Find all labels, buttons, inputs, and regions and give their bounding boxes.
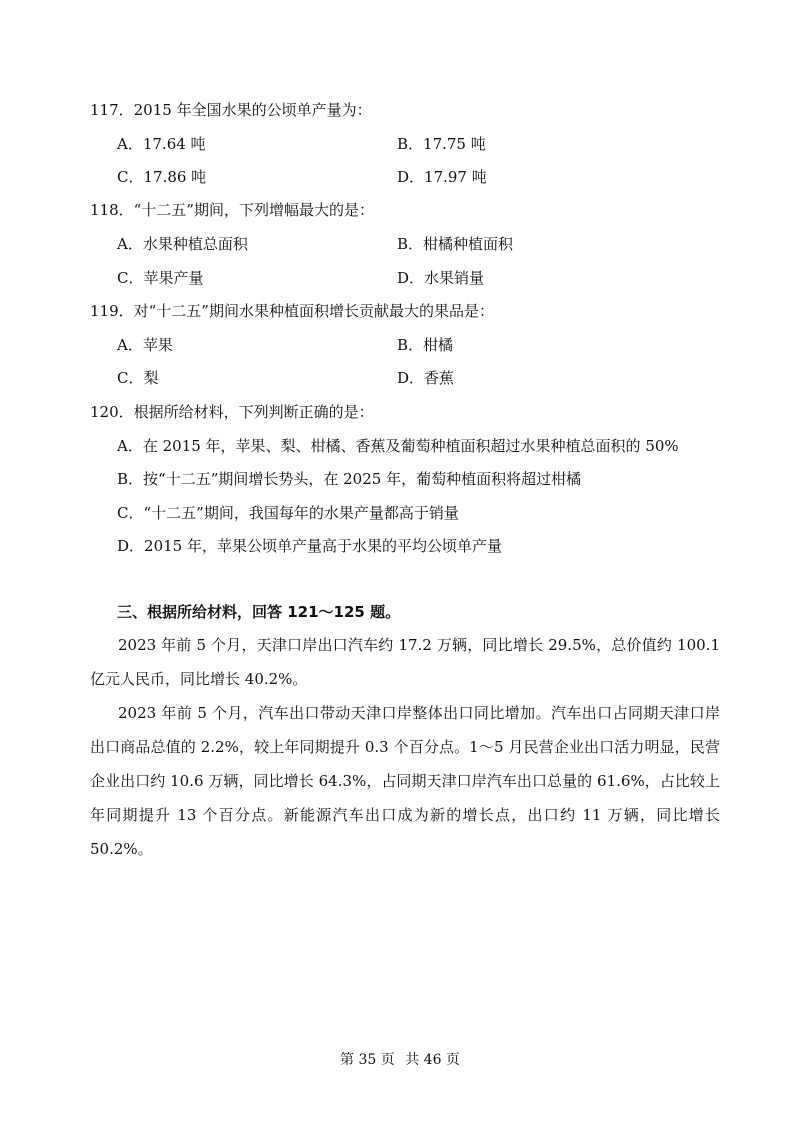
section-paragraph-1: 2023 年前 5 个月，天津口岸出口汽车约 17.2 万辆，同比增长 29.5%，总价值约 100.1 亿元人民币，同比增长 40.2%。 [90, 636, 720, 688]
question-117-stem: 117．2015 年全国水果的公顷单产量为： [90, 101, 372, 119]
total-pages: 共 46 页 [405, 1052, 460, 1068]
question-119-stem: 119．对“十二五”期间水果种植面积增长贡献最大的果品是： [90, 302, 494, 320]
question-119-option-b: B．柑橘 [397, 336, 454, 354]
question-119-option-a: A．苹果 [117, 336, 173, 354]
section-title: 三、根据所给材料，回答 121～125 题。 [117, 603, 401, 621]
question-117-option-c: C．17.86 吨 [117, 168, 207, 186]
question-117-option-b: B．17.75 吨 [397, 135, 486, 153]
question-118-option-d: D．水果销量 [397, 269, 485, 287]
question-120-option-c: C．“十二五”期间，我国每年的水果产量都高于销量 [117, 504, 459, 522]
question-120-option-b: B．按“十二五”期间增长势头，在 2025 年，葡萄种植面积将超过柑橘 [117, 470, 582, 488]
page-footer [0, 1050, 800, 1070]
question-118-option-b: B．柑橘种植面积 [397, 235, 514, 253]
question-119-option-d: D．香蕉 [397, 369, 455, 387]
question-118-option-c: C．苹果产量 [117, 269, 204, 287]
question-118-option-a: A．水果种植总面积 [117, 235, 248, 253]
question-118-stem: 118．“十二五”期间，下列增幅最大的是： [90, 201, 374, 219]
question-117-option-a: A．17.64 吨 [117, 135, 206, 153]
question-119-option-c: C．梨 [117, 369, 159, 387]
question-120-option-d: D．2015 年，苹果公顷单产量高于水果的平均公顷单产量 [117, 537, 502, 555]
question-120-stem: 120．根据所给材料，下列判断正确的是： [90, 403, 374, 421]
question-120-option-a: A．在 2015 年，苹果、梨、柑橘、香蕉及葡萄种植面积超过水果种植总面积的 50% [117, 437, 679, 455]
page-number: 第 35 页 [340, 1052, 395, 1068]
section-paragraph-2: 2023 年前 5 个月，汽车出口带动天津口岸整体出口同比增加。汽车出口占同期天津口岸出口商品总值的 2.2%，较上年同期提升 0.3 个百分点。1～5 月民营企业出口活力明显，民营企业出口约 10.6 万辆，同比增长 64.3%，占同期天津口岸汽车出口总量的 61.6%，占比较上年同期提升 13 个百分点。新能源汽车出口成为新的增长点，出口约 11 万辆，同比增长 50.2%。 [90, 704, 720, 858]
question-117-option-d: D．17.97 吨 [397, 168, 487, 186]
